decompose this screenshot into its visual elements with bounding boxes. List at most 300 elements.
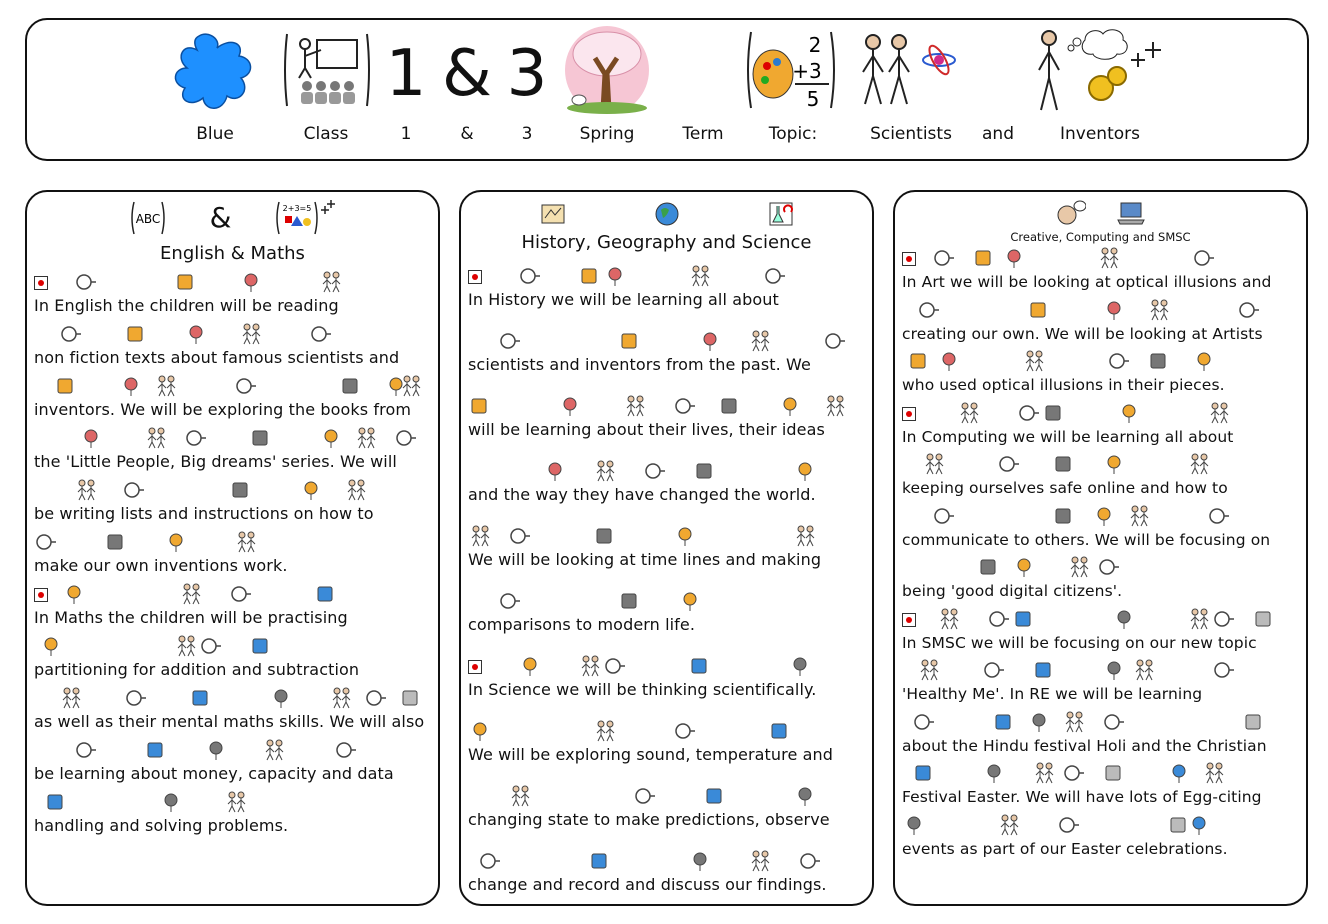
symbol-icon xyxy=(1012,555,1036,579)
symbol-icon xyxy=(543,459,567,483)
line-text: keeping ourselves safe online and how to xyxy=(902,479,1228,497)
symbol-icon xyxy=(793,524,817,548)
symbol-row xyxy=(34,270,432,296)
symbol-icon xyxy=(957,401,981,425)
history-icon xyxy=(539,200,567,228)
symbol-icon xyxy=(643,459,667,483)
symbol-icon xyxy=(269,686,293,710)
english-maths-panel xyxy=(25,190,440,906)
symbol-icon xyxy=(1212,607,1236,631)
symbol-icon xyxy=(74,478,98,502)
symbol-icon xyxy=(174,270,198,294)
line-text: inventors. We will be exploring the books from xyxy=(34,400,412,419)
symbol-icon xyxy=(239,270,263,294)
scientists-icon xyxy=(857,32,957,112)
symbol-icon xyxy=(997,813,1021,837)
symbol-icon xyxy=(673,719,697,743)
symbol-icon xyxy=(823,394,847,418)
symbol-icon xyxy=(334,738,358,762)
col2-text-line xyxy=(468,849,866,895)
symbol-icon xyxy=(1187,813,1211,837)
word-term: Term xyxy=(682,124,724,144)
abc-icon xyxy=(130,200,166,236)
symbol-icon xyxy=(793,459,817,483)
symbol-row xyxy=(34,426,432,452)
symbol-icon xyxy=(593,719,617,743)
symbol-icon xyxy=(229,478,253,502)
symbol-icon xyxy=(249,426,273,450)
symbol-icon xyxy=(932,504,956,528)
symbol-icon xyxy=(59,686,83,710)
symbol-row xyxy=(468,394,866,420)
symbol-icon xyxy=(703,784,727,808)
col2-text-line xyxy=(468,524,866,570)
symbol-icon xyxy=(518,654,542,678)
symbol-icon xyxy=(1002,246,1026,270)
symbol-icon xyxy=(922,452,946,476)
col1-text-line xyxy=(34,426,432,472)
word-spring: Spring xyxy=(579,124,635,144)
symbol-icon xyxy=(1102,761,1126,785)
symbol-row xyxy=(468,329,866,355)
symbol-icon xyxy=(912,710,936,734)
symbol-icon xyxy=(189,686,213,710)
line-text: In Science we will be thinking scientifically. xyxy=(468,680,817,699)
symbol-icon xyxy=(319,270,343,294)
symbol-icon xyxy=(1017,401,1041,425)
symbol-icon xyxy=(618,329,642,353)
col1-text-line xyxy=(34,530,432,576)
science-icon xyxy=(767,200,795,228)
symbol-row xyxy=(468,264,866,290)
symbol-icon xyxy=(508,524,532,548)
symbol-icon xyxy=(468,524,492,548)
symbol-row xyxy=(902,710,1300,736)
symbol-icon xyxy=(937,349,961,373)
symbol-icon xyxy=(184,322,208,346)
symbol-icon xyxy=(603,264,627,288)
symbol-icon xyxy=(59,322,83,346)
symbol-icon xyxy=(748,849,772,873)
symbol-icon xyxy=(778,394,802,418)
symbol-row xyxy=(902,813,1300,839)
symbol-row xyxy=(902,298,1300,324)
symbol-row xyxy=(468,459,866,485)
symbol-icon xyxy=(1102,658,1126,682)
symbol-icon xyxy=(309,322,333,346)
word-blue: Blue xyxy=(196,124,234,144)
section-bullet-icon xyxy=(468,660,482,674)
symbol-row xyxy=(34,322,432,348)
symbol-icon xyxy=(917,658,941,682)
symbol-icon xyxy=(399,686,423,710)
symbol-icon xyxy=(1102,298,1126,322)
symbol-icon xyxy=(119,374,143,398)
word-inventors: Inventors xyxy=(1060,124,1140,144)
col1-text-line xyxy=(34,478,432,524)
symbol-icon xyxy=(44,790,68,814)
symbol-icon xyxy=(907,349,931,373)
line-text: In English the children will be reading xyxy=(34,296,339,315)
section-bullet-icon xyxy=(34,276,48,290)
big-number-3: 3 xyxy=(506,37,548,111)
big-number-1: 1 xyxy=(385,37,427,111)
symbol-icon xyxy=(1052,504,1076,528)
symbol-row xyxy=(468,524,866,550)
symbol-icon xyxy=(179,582,203,606)
symbol-icon xyxy=(693,459,717,483)
symbol-icon xyxy=(673,394,697,418)
line-text: non fiction texts about famous scientists and xyxy=(34,348,400,367)
symbol-icon xyxy=(74,738,98,762)
line-text: will be learning about their lives, their ideas xyxy=(468,420,825,439)
laptop-icon xyxy=(1116,200,1146,226)
symbol-icon xyxy=(1212,658,1236,682)
symbol-icon xyxy=(144,738,168,762)
maths-shapes-icon xyxy=(275,200,335,236)
word-scientists: Scientists xyxy=(870,124,952,144)
symbol-icon xyxy=(154,374,178,398)
col3-text-line xyxy=(902,504,1300,550)
blue-splash-icon xyxy=(169,28,259,116)
maths-top: 2 xyxy=(808,33,822,57)
symbol-row xyxy=(468,784,866,810)
symbol-icon xyxy=(673,524,697,548)
symbol-icon xyxy=(633,784,657,808)
col1-text-line xyxy=(34,790,432,836)
symbol-icon xyxy=(588,849,612,873)
symbol-icon xyxy=(174,634,198,658)
symbol-icon xyxy=(79,426,103,450)
symbol-row xyxy=(902,761,1300,787)
maths-bottom: 5 xyxy=(806,87,820,111)
col3-text-line xyxy=(902,813,1300,859)
symbol-icon xyxy=(518,264,542,288)
symbol-icon xyxy=(1027,710,1051,734)
symbol-icon xyxy=(319,426,343,450)
symbol-icon xyxy=(1132,658,1156,682)
symbol-icon xyxy=(1147,349,1171,373)
symbol-icon xyxy=(1127,504,1151,528)
symbol-icon xyxy=(299,478,323,502)
svg-text:ABC: ABC xyxy=(135,212,160,226)
symbol-icon xyxy=(468,394,492,418)
globe-icon xyxy=(653,200,681,228)
col2-title-symbols xyxy=(461,200,872,228)
symbol-icon xyxy=(234,374,258,398)
word-1: 1 xyxy=(400,124,412,144)
symbol-icon xyxy=(1057,813,1081,837)
symbol-icon xyxy=(997,452,1021,476)
symbol-icon xyxy=(748,329,772,353)
symbol-row xyxy=(902,452,1300,478)
symbol-row xyxy=(34,530,432,556)
section-bullet-icon xyxy=(902,613,916,627)
symbol-icon xyxy=(144,426,168,450)
symbol-row xyxy=(34,686,432,712)
line-text: comparisons to modern life. xyxy=(468,615,696,634)
line-text: be writing lists and instructions on how to xyxy=(34,504,374,523)
word-class: Class xyxy=(303,124,349,144)
symbol-icon xyxy=(1207,401,1231,425)
symbol-row xyxy=(902,349,1300,375)
line-text: In History we will be learning all about xyxy=(468,290,779,309)
symbol-icon xyxy=(1167,761,1191,785)
line-text: handling and solving problems. xyxy=(34,816,289,835)
symbol-icon xyxy=(972,246,996,270)
symbol-icon xyxy=(329,686,353,710)
ampersand-symbol: & xyxy=(209,201,232,234)
line-text: the 'Little People, Big dreams' series. We will xyxy=(34,452,397,471)
symbol-icon xyxy=(498,329,522,353)
symbol-row xyxy=(34,634,432,660)
symbol-icon xyxy=(698,329,722,353)
class-teacher-icon xyxy=(281,30,373,110)
symbol-icon xyxy=(1012,607,1036,631)
header-banner xyxy=(25,18,1309,161)
symbol-icon xyxy=(62,582,86,606)
line-text: In Computing we will be learning all about xyxy=(902,427,1234,446)
line-text: make our own inventions work. xyxy=(34,556,288,575)
symbol-row xyxy=(902,607,1300,633)
symbol-icon xyxy=(34,530,58,554)
line-text: partitioning for addition and subtraction xyxy=(34,660,360,679)
symbol-icon xyxy=(558,394,582,418)
svg-text:2+3=5: 2+3=5 xyxy=(283,204,312,213)
symbol-row xyxy=(902,555,1300,581)
line-text: In Maths the children will be practising xyxy=(34,608,348,627)
symbol-icon xyxy=(618,589,642,613)
symbol-icon xyxy=(124,322,148,346)
history-geography-science-panel xyxy=(459,190,874,906)
line-text: change and record and discuss our findings. xyxy=(468,875,827,894)
col2-text-line xyxy=(468,654,866,700)
symbol-row xyxy=(34,582,432,608)
col2-text-line xyxy=(468,264,866,310)
symbol-icon xyxy=(932,246,956,270)
symbol-icon xyxy=(1062,761,1086,785)
symbol-icon xyxy=(74,270,98,294)
symbol-icon xyxy=(1032,761,1056,785)
symbol-icon xyxy=(1192,246,1216,270)
section-bullet-icon xyxy=(902,407,916,421)
symbol-icon xyxy=(987,607,1011,631)
line-text: who used optical illusions in their pieces. xyxy=(902,376,1225,394)
col3-text-line xyxy=(902,401,1300,447)
symbol-icon xyxy=(224,790,248,814)
symbol-icon xyxy=(1027,298,1051,322)
word-and: and xyxy=(982,124,1014,144)
line-text: being 'good digital citizens'. xyxy=(902,582,1123,600)
col1-text-line xyxy=(34,322,432,368)
symbol-icon xyxy=(468,719,492,743)
symbol-icon xyxy=(798,849,822,873)
symbol-icon xyxy=(394,426,418,450)
col3-title-symbols xyxy=(895,200,1306,226)
symbol-icon xyxy=(688,264,712,288)
symbol-icon xyxy=(1147,298,1171,322)
symbol-icon xyxy=(1042,401,1066,425)
symbol-icon xyxy=(593,459,617,483)
symbol-icon xyxy=(364,686,388,710)
symbol-icon xyxy=(578,264,602,288)
symbol-icon xyxy=(122,478,146,502)
line-text: communicate to others. We will be focusing on xyxy=(902,530,1271,549)
line-text: scientists and inventors from the past. We xyxy=(468,355,811,374)
symbol-icon xyxy=(1102,710,1126,734)
symbol-icon xyxy=(992,710,1016,734)
symbol-row xyxy=(902,658,1300,684)
symbol-icon xyxy=(823,329,847,353)
col1-text-line xyxy=(34,374,432,420)
symbol-icon xyxy=(768,719,792,743)
line-text: In Art we will be looking at optical illusions and xyxy=(902,273,1272,291)
symbol-icon xyxy=(1187,607,1211,631)
symbol-icon xyxy=(344,478,368,502)
symbol-icon xyxy=(1242,710,1266,734)
symbol-icon xyxy=(763,264,787,288)
symbol-icon xyxy=(1102,452,1126,476)
creative-thinking-icon xyxy=(1056,200,1086,226)
line-text: In SMSC we will be focusing on our new topic xyxy=(902,633,1257,652)
symbol-icon xyxy=(1202,761,1226,785)
col3-text-line xyxy=(902,452,1300,498)
line-text: Festival Easter. We will have lots of Egg-citing xyxy=(902,788,1262,806)
symbol-icon xyxy=(54,374,78,398)
line-text: 'Healthy Me'. In RE we will be learning xyxy=(902,685,1203,703)
col2-text-line xyxy=(468,719,866,765)
symbol-icon xyxy=(1097,246,1121,270)
topic-maths-palette-icon xyxy=(745,28,837,112)
symbol-icon xyxy=(902,813,926,837)
col1-title: English & Maths xyxy=(160,243,305,264)
symbol-icon xyxy=(578,654,602,678)
symbol-row xyxy=(34,478,432,504)
col2-text-line xyxy=(468,329,866,375)
symbol-icon xyxy=(1252,607,1276,631)
symbol-icon xyxy=(1207,504,1231,528)
symbol-row xyxy=(468,654,866,680)
symbol-icon xyxy=(1117,401,1141,425)
symbol-icon xyxy=(982,658,1006,682)
symbol-icon xyxy=(718,394,742,418)
col2-text-line xyxy=(468,394,866,440)
col1-text-line xyxy=(34,634,432,680)
symbol-icon xyxy=(937,607,961,631)
symbol-icon xyxy=(1097,555,1121,579)
symbol-icon xyxy=(1192,349,1216,373)
section-bullet-icon xyxy=(902,252,916,266)
symbol-icon xyxy=(399,374,423,398)
symbol-icon xyxy=(603,654,627,678)
word-ampersand: & xyxy=(460,124,474,144)
spring-tree-icon xyxy=(563,24,651,116)
col3-text-line xyxy=(902,298,1300,344)
symbol-icon xyxy=(1237,298,1261,322)
col2-text-line xyxy=(468,784,866,830)
inventors-icon xyxy=(1027,26,1171,116)
col1-text-line xyxy=(34,686,432,732)
line-text: as well as their mental maths skills. We will also xyxy=(34,712,425,731)
line-text: about the Hindu festival Holi and the Christian xyxy=(902,736,1267,755)
col1-text-line xyxy=(34,582,432,628)
big-ampersand: & xyxy=(442,37,492,111)
symbol-icon xyxy=(204,738,228,762)
symbol-icon xyxy=(164,530,188,554)
line-text: We will be looking at time lines and making xyxy=(468,550,822,569)
symbol-row xyxy=(34,374,432,400)
col1-text-line xyxy=(34,738,432,784)
symbol-row xyxy=(902,246,1300,272)
word-3: 3 xyxy=(521,124,533,144)
symbol-icon xyxy=(104,530,128,554)
col3-text-line xyxy=(902,555,1300,601)
symbol-icon xyxy=(229,582,253,606)
col3-text-line xyxy=(902,607,1300,653)
col3-title: Creative, Computing and SMSC xyxy=(1010,230,1191,244)
col3-text-line xyxy=(902,761,1300,807)
symbol-icon xyxy=(977,555,1001,579)
symbol-icon xyxy=(498,589,522,613)
symbol-icon xyxy=(199,634,223,658)
symbol-row xyxy=(34,738,432,764)
symbol-icon xyxy=(508,784,532,808)
symbol-icon xyxy=(623,394,647,418)
col2-text-line xyxy=(468,589,866,635)
section-bullet-icon xyxy=(468,270,482,284)
symbol-icon xyxy=(339,374,363,398)
col3-text-line xyxy=(902,246,1300,292)
symbol-row xyxy=(468,589,866,615)
col1-title-symbols xyxy=(27,200,438,236)
line-text: changing state to make predictions, observe xyxy=(468,810,830,829)
symbol-icon xyxy=(1112,607,1136,631)
symbol-icon xyxy=(678,589,702,613)
col3-text-line xyxy=(902,349,1300,395)
symbol-icon xyxy=(262,738,286,762)
symbol-icon xyxy=(314,582,338,606)
symbol-icon xyxy=(239,322,263,346)
symbol-icon xyxy=(912,761,936,785)
symbol-icon xyxy=(159,790,183,814)
symbol-icon xyxy=(354,426,378,450)
symbol-row xyxy=(34,790,432,816)
line-text: events as part of our Easter celebrations. xyxy=(902,839,1228,858)
symbol-icon xyxy=(478,849,502,873)
col2-title: History, Geography and Science xyxy=(521,232,812,253)
line-text: We will be exploring sound, temperature and xyxy=(468,745,834,764)
symbol-icon xyxy=(249,634,273,658)
symbol-icon xyxy=(1032,658,1056,682)
maths-mid: +3 xyxy=(792,59,822,83)
symbol-icon xyxy=(1187,452,1211,476)
col3-text-line xyxy=(902,710,1300,756)
word-topic: Topic: xyxy=(768,124,818,144)
symbol-icon xyxy=(788,654,812,678)
col1-text-line xyxy=(34,270,432,316)
section-bullet-icon xyxy=(34,588,48,602)
symbol-icon xyxy=(1062,710,1086,734)
symbol-icon xyxy=(1052,452,1076,476)
symbol-icon xyxy=(1092,504,1116,528)
symbol-row xyxy=(468,849,866,875)
line-text: creating our own. We will be looking at Artists xyxy=(902,324,1263,343)
symbol-icon xyxy=(688,654,712,678)
symbol-icon xyxy=(39,634,63,658)
creative-computing-smsc-panel xyxy=(893,190,1308,906)
symbol-icon xyxy=(688,849,712,873)
symbol-icon xyxy=(1022,349,1046,373)
